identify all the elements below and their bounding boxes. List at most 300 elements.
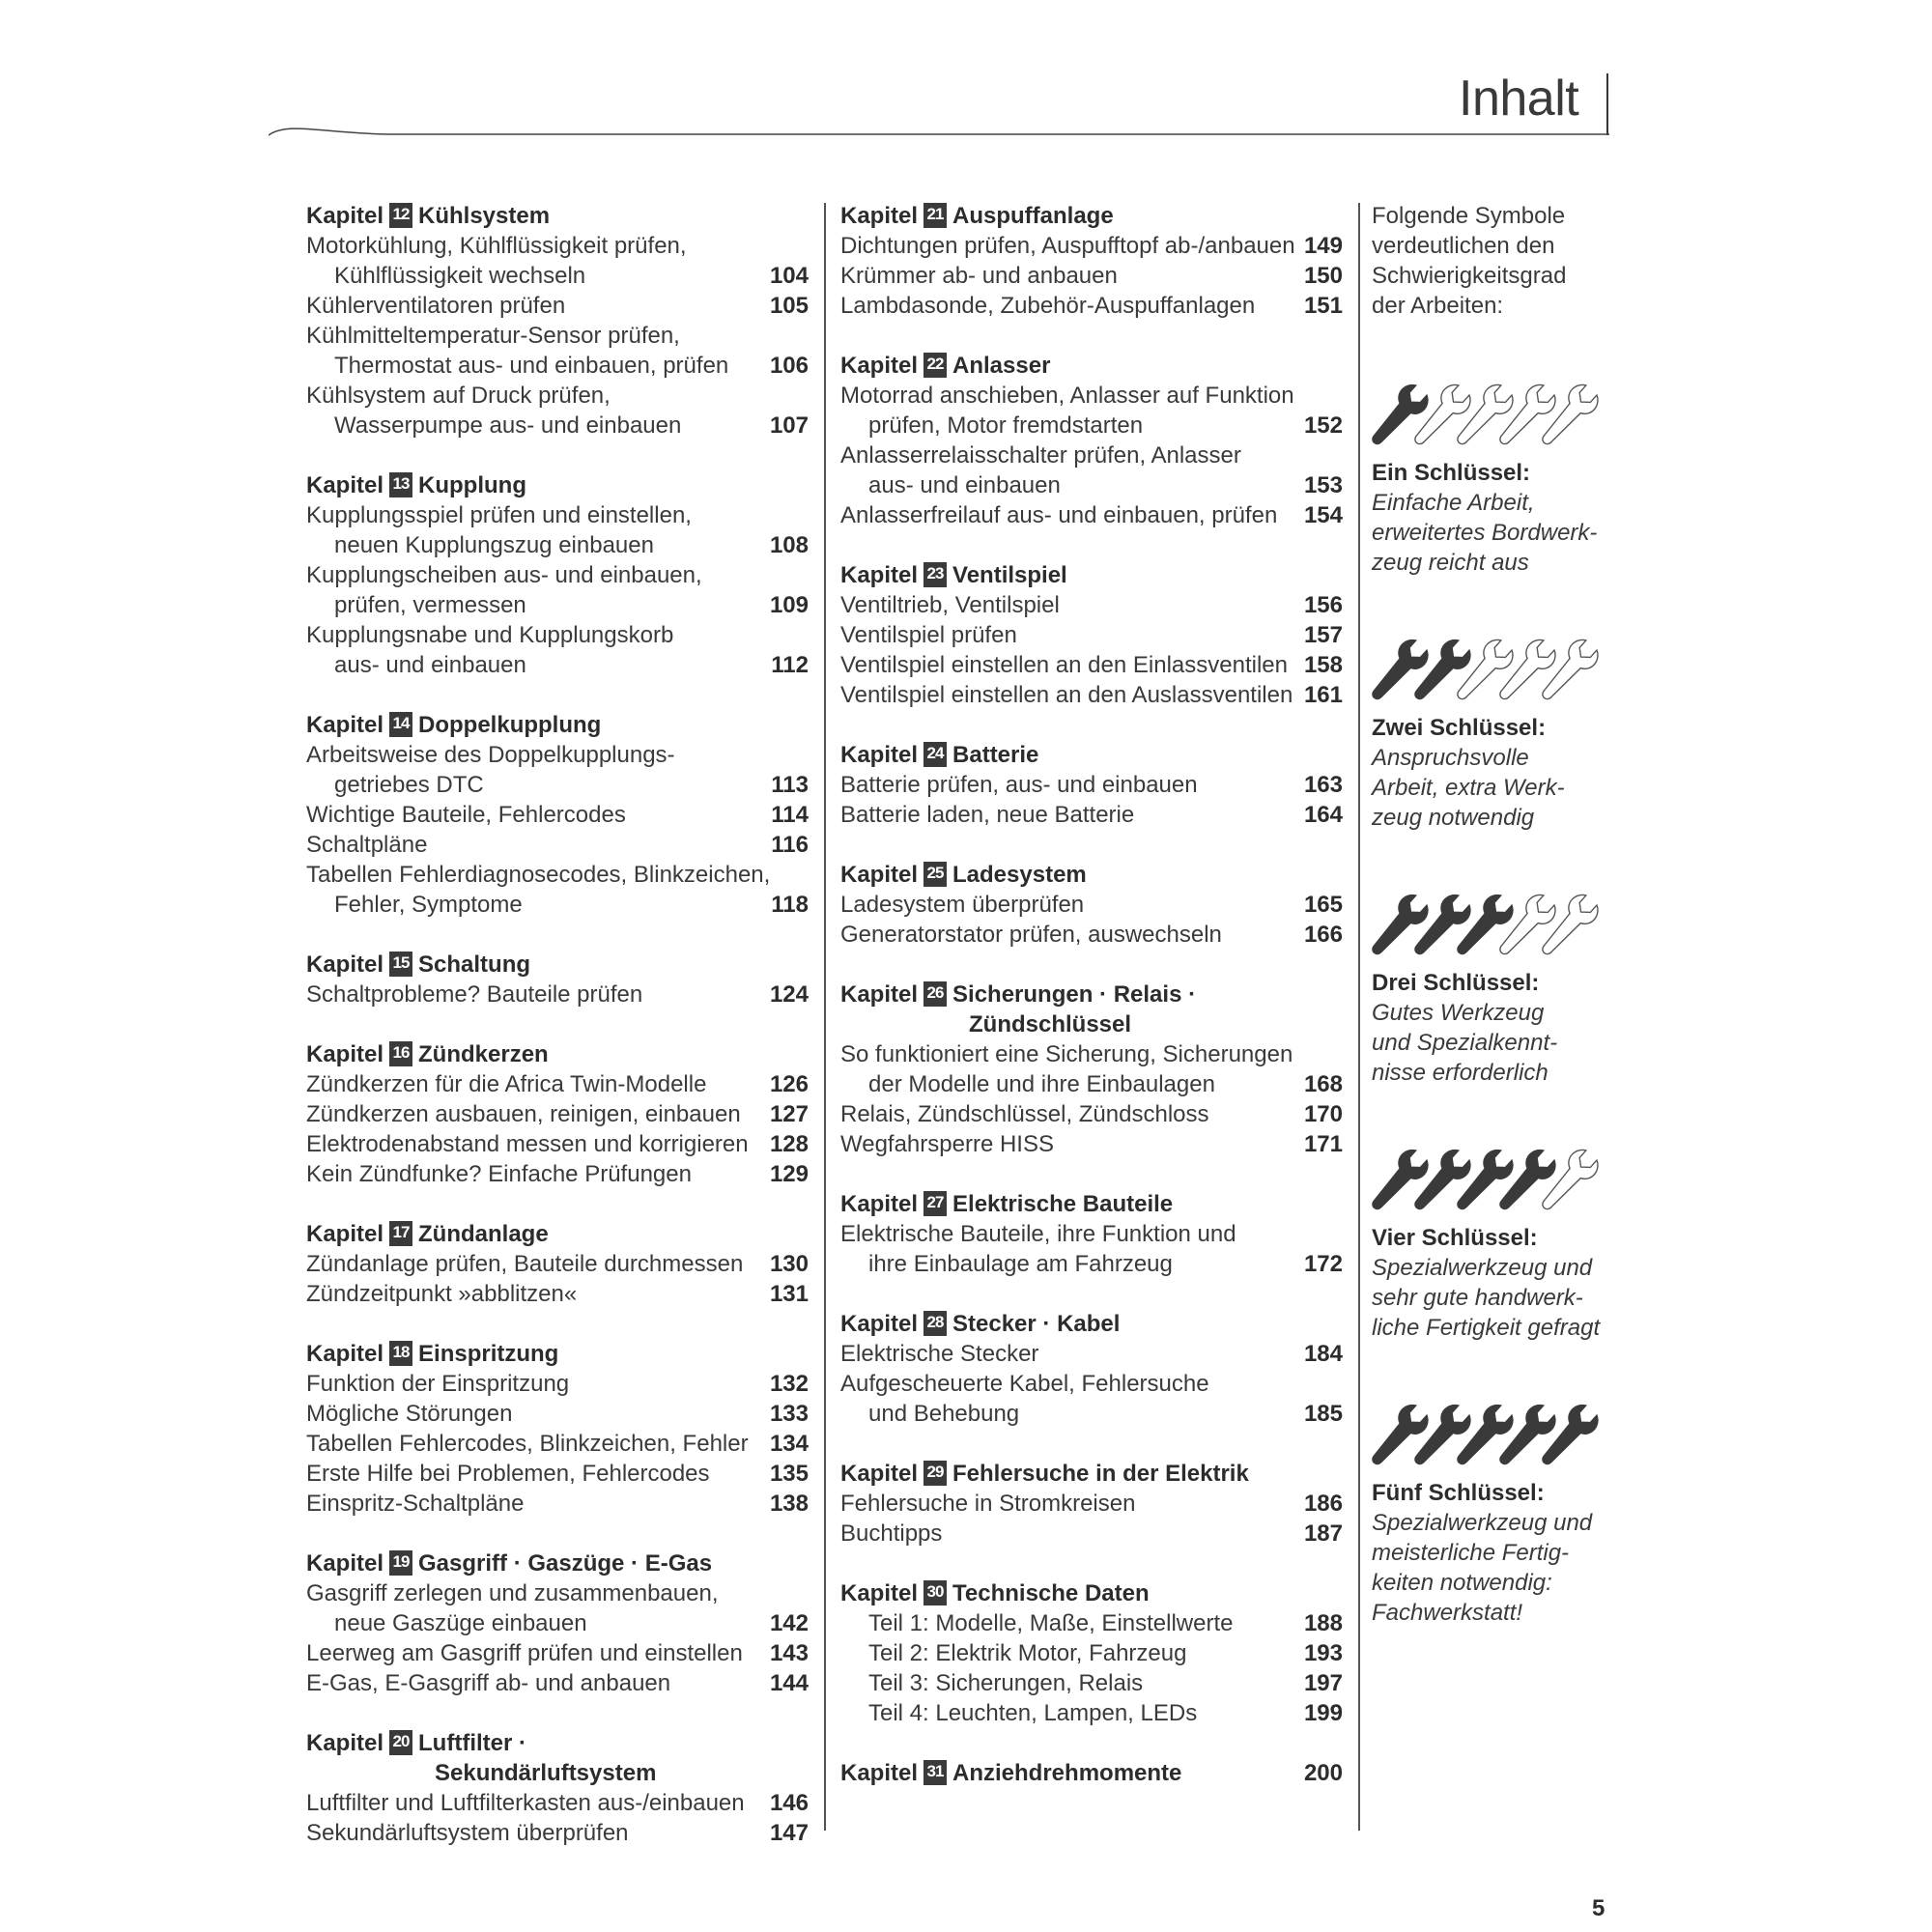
chapter-number-badge: 24 xyxy=(923,742,947,767)
toc-entry xyxy=(840,680,1343,710)
page-number-ref: 151 xyxy=(1303,293,1343,319)
difficulty-level-description: Arbeit, extra Werk- xyxy=(1372,775,1565,801)
page-number-ref: 107 xyxy=(769,412,809,439)
toc-entry xyxy=(840,291,1343,321)
toc-entry xyxy=(306,860,809,920)
toc-entry xyxy=(306,321,809,381)
difficulty-level-description: nisse erforderlich xyxy=(1372,1060,1548,1086)
entry-text-line: Anlasserfreilauf aus- und einbauen, prüfen xyxy=(840,502,1278,528)
entry-text-line: Kupplungscheiben aus- und einbauen, xyxy=(306,562,702,588)
entry-text-line: Motorrad anschieben, Anlasser auf Funktion xyxy=(840,383,1294,409)
chapter-label: Kapitel xyxy=(840,353,919,379)
legend-intro-line: der Arbeiten: xyxy=(1372,293,1504,319)
chapter-heading xyxy=(306,950,809,980)
entry-text-line: Kupplungsnabe und Kupplungskorb xyxy=(306,622,674,648)
wrench-outline-icon xyxy=(1533,891,1603,963)
toc-entry xyxy=(306,620,809,680)
entry-text-line: Leerweg am Gasgriff prüfen und einstellen xyxy=(306,1640,743,1666)
page-number-ref: 129 xyxy=(769,1161,809,1187)
toc-entry xyxy=(306,1069,809,1099)
entry-text-line: Krümmer ab- und anbauen xyxy=(840,263,1118,289)
entry-text-line: Tabellen Fehlerdiagnosecodes, Blinkzeichen, xyxy=(306,862,771,888)
toc-entry xyxy=(306,1369,809,1399)
chapter-title: Auspuffanlage xyxy=(952,203,1114,229)
page-number-ref: 104 xyxy=(769,263,809,289)
toc-entry xyxy=(306,1159,809,1189)
difficulty-level-description: Fachwerkstatt! xyxy=(1372,1600,1523,1626)
page-number-ref: 188 xyxy=(1303,1610,1343,1636)
chapter-number-badge: 22 xyxy=(923,353,947,378)
chapter-label: Kapitel xyxy=(840,1311,919,1337)
entry-text-line: und Behebung xyxy=(868,1401,1020,1427)
page-number-ref: 165 xyxy=(1303,892,1343,918)
entry-text-line: Zündkerzen ausbauen, reinigen, einbauen xyxy=(306,1101,741,1127)
chapter-number-badge: 29 xyxy=(923,1461,947,1486)
chapter-section xyxy=(840,740,1343,830)
chapter-title: Fehlersuche in der Elektrik xyxy=(952,1461,1249,1487)
entry-text-line: Kühlmitteltemperatur-Sensor prüfen, xyxy=(306,323,680,349)
entry-text-line: Kühlerventilatoren prüfen xyxy=(306,293,566,319)
chapter-title: Ventilspiel xyxy=(952,562,1067,588)
entry-text-line: Luftfilter und Luftfilterkasten aus-/einbauen xyxy=(306,1790,745,1816)
page-number-ref: 142 xyxy=(769,1610,809,1636)
toc-entry xyxy=(840,381,1343,440)
chapter-section xyxy=(306,201,809,440)
entry-text-line: Schaltpläne xyxy=(306,832,428,858)
wrench-filled-icon xyxy=(1533,1401,1603,1473)
legend-intro-line: Folgende Symbole xyxy=(1372,203,1566,229)
difficulty-level-title: Ein Schlüssel: xyxy=(1372,460,1531,486)
chapter-heading xyxy=(840,1578,1343,1608)
toc-entry xyxy=(306,1489,809,1519)
entry-text-line: Elektrische Bauteile, ihre Funktion und xyxy=(840,1221,1236,1247)
chapter-label: Kapitel xyxy=(306,952,384,978)
page-number-ref: 186 xyxy=(1303,1491,1343,1517)
chapter-section xyxy=(840,860,1343,950)
entry-text-line: neuen Kupplungszug einbauen xyxy=(334,532,654,558)
wrench-rating-icon xyxy=(1372,632,1604,713)
chapter-heading-row xyxy=(306,470,809,500)
difficulty-level-description: zeug notwendig xyxy=(1372,805,1535,831)
entry-text-line: Kühlflüssigkeit wechseln xyxy=(334,263,586,289)
entry-text-line: Arbeitsweise des Doppelkupplungs- xyxy=(306,742,675,768)
chapter-heading-row xyxy=(840,1459,1343,1489)
page-number-ref: 130 xyxy=(769,1251,809,1277)
difficulty-level xyxy=(1372,1397,1623,1628)
chapter-section xyxy=(306,950,809,1009)
page-number-ref: 134 xyxy=(769,1431,809,1457)
chapter-title: Zündanlage xyxy=(418,1221,549,1247)
page-number-ref: 156 xyxy=(1303,592,1343,618)
chapter-label: Kapitel xyxy=(840,742,919,768)
chapter-heading xyxy=(306,1339,809,1369)
entry-text-line: Zündzeitpunkt »abblitzen« xyxy=(306,1281,578,1307)
chapter-section xyxy=(306,1039,809,1189)
wrench-rating-icon xyxy=(1372,377,1604,458)
page-number-ref: 199 xyxy=(1303,1700,1343,1726)
chapter-number-badge: 15 xyxy=(389,952,412,977)
chapter-section xyxy=(306,1728,809,1848)
entry-text-line: E-Gas, E-Gasgriff ab- und anbauen xyxy=(306,1670,671,1696)
chapter-number-badge: 31 xyxy=(923,1760,947,1785)
entry-text-line: Wegfahrsperre HISS xyxy=(840,1131,1054,1157)
entry-text-line: getriebes DTC xyxy=(334,772,484,798)
entry-text-line: prüfen, Motor fremdstarten xyxy=(868,412,1144,439)
entry-text-line: Wasserpumpe aus- und einbauen xyxy=(334,412,682,439)
difficulty-level-description: Spezialwerkzeug und xyxy=(1372,1255,1593,1281)
entry-text-line: Tabellen Fehlercodes, Blinkzeichen, Fehler xyxy=(306,1431,749,1457)
entry-text-line: Zündkerzen für die Africa Twin-Modelle xyxy=(306,1071,707,1097)
entry-text-line: Ladesystem überprüfen xyxy=(840,892,1085,918)
difficulty-level-description: Gutes Werkzeug xyxy=(1372,1000,1545,1026)
entry-text-line: aus- und einbauen xyxy=(868,472,1061,498)
difficulty-level xyxy=(1372,1142,1623,1343)
toc-entry xyxy=(306,1429,809,1459)
page-number-ref: 105 xyxy=(769,293,809,319)
chapter-heading xyxy=(840,860,1343,890)
chapter-number-badge: 25 xyxy=(923,862,947,887)
page-number-ref: 126 xyxy=(769,1071,809,1097)
entry-text-line: Generatorstator prüfen, auswechseln xyxy=(840,922,1222,948)
toc-entry xyxy=(306,740,809,800)
page-number-ref: 133 xyxy=(769,1401,809,1427)
toc-entry xyxy=(840,440,1343,500)
toc-entry xyxy=(840,1698,1343,1728)
entry-text-line: Wichtige Bauteile, Fehlercodes xyxy=(306,802,626,828)
entry-text-line: Fehlersuche in Stromkreisen xyxy=(840,1491,1136,1517)
entry-text-line: Gasgriff zerlegen und zusammenbauen, xyxy=(306,1580,719,1606)
chapter-heading xyxy=(306,1548,809,1578)
header-rule xyxy=(269,115,1609,136)
toc-entry xyxy=(840,500,1343,530)
chapter-section xyxy=(306,1339,809,1519)
chapter-heading xyxy=(840,1309,1343,1339)
page-number-ref: 118 xyxy=(771,892,809,918)
toc-entry xyxy=(306,1249,809,1279)
chapter-section xyxy=(840,1189,1343,1279)
chapter-label: Kapitel xyxy=(840,1580,919,1606)
page-number-ref: 147 xyxy=(769,1820,809,1846)
wrench-rating-icon xyxy=(1372,1142,1604,1223)
entry-text-line: Schaltprobleme? Bauteile prüfen xyxy=(306,981,643,1008)
chapter-heading-row xyxy=(840,201,1343,231)
entry-text-line: Teil 1: Modelle, Maße, Einstellwerte xyxy=(868,1610,1234,1636)
page-number-ref: 163 xyxy=(1303,772,1343,798)
chapter-heading xyxy=(306,1039,809,1069)
toc-entry xyxy=(840,1519,1343,1548)
difficulty-level-description: zeug reicht aus xyxy=(1372,550,1529,576)
page-number-ref: 152 xyxy=(1303,412,1343,439)
difficulty-level xyxy=(1372,887,1623,1088)
entry-text-line: Motorkühlung, Kühlflüssigkeit prüfen, xyxy=(306,233,687,259)
chapter-number-badge: 21 xyxy=(923,203,947,228)
chapter-title: Kupplung xyxy=(418,472,526,498)
chapter-title: Kühlsystem xyxy=(418,203,551,229)
entry-text-line: Ventilspiel einstellen an den Einlassventilen xyxy=(840,652,1288,678)
chapter-title: Luftfilter · xyxy=(418,1730,526,1756)
page-title: Inhalt xyxy=(1459,71,1579,127)
page-number-ref: 144 xyxy=(769,1670,809,1696)
entry-text-line: So funktioniert eine Sicherung, Sicherungen xyxy=(840,1041,1293,1067)
entry-text-line: Sekundärluftsystem überprüfen xyxy=(306,1820,629,1846)
chapter-heading-row xyxy=(840,860,1343,890)
toc-entry xyxy=(840,1339,1343,1369)
difficulty-level-description: und Spezialkennt- xyxy=(1372,1030,1558,1056)
chapter-heading-row xyxy=(840,1189,1343,1219)
page-number-ref: 164 xyxy=(1303,802,1343,828)
toc-column-2 xyxy=(840,201,1343,1818)
chapter-label: Kapitel xyxy=(306,1550,384,1577)
difficulty-level xyxy=(1372,377,1623,578)
chapter-section xyxy=(306,1548,809,1698)
chapter-heading xyxy=(840,740,1343,770)
page-number-ref: 193 xyxy=(1303,1640,1343,1666)
page-number-ref: 131 xyxy=(769,1281,809,1307)
column-divider xyxy=(824,203,826,1831)
chapter-heading-row xyxy=(306,201,809,231)
page-number-ref: 184 xyxy=(1303,1341,1343,1367)
chapter-section xyxy=(840,980,1343,1159)
chapter-heading-row xyxy=(840,1758,1343,1788)
chapter-label: Kapitel xyxy=(840,862,919,888)
toc-entry xyxy=(840,800,1343,830)
entry-text-line: Ventiltrieb, Ventilspiel xyxy=(840,592,1060,618)
chapter-title: Ladesystem xyxy=(952,862,1087,888)
entry-text-line: Einspritz-Schaltpläne xyxy=(306,1491,525,1517)
chapter-heading-row xyxy=(306,1728,809,1788)
chapter-label: Kapitel xyxy=(840,1461,919,1487)
chapter-heading xyxy=(840,1009,1343,1039)
chapter-heading xyxy=(840,1758,1290,1788)
page-number-ref: 171 xyxy=(1303,1131,1343,1157)
page-number-ref: 127 xyxy=(769,1101,809,1127)
toc-entry xyxy=(306,560,809,620)
chapter-heading xyxy=(306,470,809,500)
chapter-heading xyxy=(306,1728,809,1758)
entry-text-line: Batterie laden, neue Batterie xyxy=(840,802,1135,828)
wrench-rating-icon xyxy=(1372,887,1604,968)
chapter-title: Sicherungen · Relais · xyxy=(952,981,1197,1008)
entry-text-line: Buchtipps xyxy=(840,1520,943,1547)
page-number-ref: 158 xyxy=(1303,652,1343,678)
page-number-ref: 154 xyxy=(1303,502,1343,528)
chapter-heading xyxy=(840,1189,1343,1219)
toc-entry xyxy=(840,261,1343,291)
entry-text-line: Batterie prüfen, aus- und einbauen xyxy=(840,772,1198,798)
difficulty-legend xyxy=(1372,201,1623,1628)
toc-entry xyxy=(306,1668,809,1698)
toc-entry xyxy=(840,1369,1343,1429)
page-number-ref: 108 xyxy=(769,532,809,558)
toc-entry xyxy=(840,650,1343,680)
chapter-title: Stecker · Kabel xyxy=(952,1311,1121,1337)
chapter-heading xyxy=(840,1459,1343,1489)
page-number-ref: 170 xyxy=(1303,1101,1343,1127)
entry-text-line: Fehler, Symptome xyxy=(334,892,523,918)
difficulty-level-title: Vier Schlüssel: xyxy=(1372,1225,1538,1251)
chapter-section xyxy=(840,351,1343,530)
entry-text-line: aus- und einbauen xyxy=(334,652,526,678)
chapter-title: Technische Daten xyxy=(952,1580,1150,1606)
entry-text-line: Aufgescheuerte Kabel, Fehlersuche xyxy=(840,1371,1209,1397)
chapter-heading-row xyxy=(840,980,1343,1039)
chapter-heading xyxy=(840,201,1343,231)
toc-entry xyxy=(306,800,809,830)
toc-entry xyxy=(840,231,1343,261)
toc-entry xyxy=(306,1788,809,1818)
entry-text-line: der Modelle und ihre Einbaulagen xyxy=(868,1071,1215,1097)
chapter-title: Anziehdrehmomente xyxy=(952,1760,1182,1786)
difficulty-level-description: keiten notwendig: xyxy=(1372,1570,1552,1596)
page-number-ref: 168 xyxy=(1303,1071,1343,1097)
toc-entry xyxy=(306,1279,809,1309)
page-number-ref: 124 xyxy=(769,981,809,1008)
toc-column-1 xyxy=(306,201,809,1878)
toc-entry xyxy=(840,1099,1343,1129)
page-number-ref: 200 xyxy=(1303,1760,1343,1786)
chapter-heading-row xyxy=(306,1219,809,1249)
toc-entry xyxy=(840,1489,1343,1519)
page-number-ref: 132 xyxy=(769,1371,809,1397)
entry-text-line: neue Gaszüge einbauen xyxy=(334,1610,587,1636)
chapter-heading-row xyxy=(306,710,809,740)
chapter-section xyxy=(840,1758,1343,1788)
chapter-number-badge: 26 xyxy=(923,981,947,1007)
entry-text-line: prüfen, vermessen xyxy=(334,592,526,618)
chapter-section xyxy=(306,710,809,920)
chapter-label: Kapitel xyxy=(840,203,919,229)
chapter-heading-row xyxy=(306,1039,809,1069)
chapter-heading xyxy=(306,710,809,740)
toc-entry xyxy=(306,500,809,560)
chapter-heading xyxy=(840,351,1343,381)
toc-entry xyxy=(306,291,809,321)
page-number-ref: 143 xyxy=(769,1640,809,1666)
chapter-title: Doppelkupplung xyxy=(418,712,602,738)
chapter-number-badge: 30 xyxy=(923,1580,947,1605)
difficulty-level-title: Zwei Schlüssel: xyxy=(1372,715,1547,741)
chapter-number-badge: 19 xyxy=(389,1550,412,1576)
page-number-ref: 197 xyxy=(1303,1670,1343,1696)
entry-text-line: Elektrodenabstand messen und korrigieren xyxy=(306,1131,749,1157)
chapter-heading-row xyxy=(306,1339,809,1369)
chapter-title: Elektrische Bauteile xyxy=(952,1191,1174,1217)
page-number-ref: 153 xyxy=(1303,472,1343,498)
chapter-number-badge: 28 xyxy=(923,1311,947,1336)
toc-entry xyxy=(840,1608,1343,1638)
chapter-heading xyxy=(306,1219,809,1249)
entry-text-line: Erste Hilfe bei Problemen, Fehlercodes xyxy=(306,1461,710,1487)
chapter-label: Kapitel xyxy=(306,1341,384,1367)
column-divider xyxy=(1358,203,1360,1831)
toc-entry xyxy=(306,1459,809,1489)
page-number-ref: 146 xyxy=(769,1790,809,1816)
toc-entry xyxy=(306,1399,809,1429)
chapter-label: Kapitel xyxy=(840,981,919,1008)
page-number-ref: 138 xyxy=(769,1491,809,1517)
page-number-ref: 135 xyxy=(769,1461,809,1487)
chapter-number-badge: 18 xyxy=(389,1341,412,1366)
chapter-label: Kapitel xyxy=(840,562,919,588)
toc-entry xyxy=(840,1638,1343,1668)
entry-text-line: Ventilspiel prüfen xyxy=(840,622,1017,648)
wrench-rating-icon xyxy=(1372,1397,1604,1478)
legend-intro-line: verdeutlichen den xyxy=(1372,233,1555,259)
toc-entry xyxy=(306,1818,809,1848)
page-number-ref: 149 xyxy=(1303,233,1343,259)
entry-text-line: Zündanlage prüfen, Bauteile durchmessen xyxy=(306,1251,744,1277)
page-number-ref: 187 xyxy=(1303,1520,1343,1547)
page-number-ref: 161 xyxy=(1303,682,1343,708)
toc-entry xyxy=(306,1638,809,1668)
toc-entry xyxy=(840,1668,1343,1698)
chapter-number-badge: 16 xyxy=(389,1041,412,1066)
page-number-ref: 112 xyxy=(771,652,809,678)
toc-entry xyxy=(306,381,809,440)
difficulty-level-description: Spezialwerkzeug und xyxy=(1372,1510,1593,1536)
chapter-number-badge: 14 xyxy=(389,712,412,737)
toc-entry xyxy=(306,1099,809,1129)
chapter-section xyxy=(840,201,1343,321)
chapter-heading-row xyxy=(306,950,809,980)
chapter-heading-row xyxy=(840,351,1343,381)
entry-text-line: Relais, Zündschlüssel, Zündschloss xyxy=(840,1101,1209,1127)
chapter-title: Zündschlüssel xyxy=(969,1011,1132,1037)
toc-entry xyxy=(840,620,1343,650)
toc-entry xyxy=(840,770,1343,800)
page-number-ref: 128 xyxy=(769,1131,809,1157)
page-number-ref: 113 xyxy=(771,772,809,798)
chapter-label: Kapitel xyxy=(840,1760,919,1786)
difficulty-level-description: Anspruchsvolle xyxy=(1372,745,1529,771)
chapter-label: Kapitel xyxy=(306,1730,384,1756)
toc-entry xyxy=(306,1129,809,1159)
chapter-heading xyxy=(840,980,1343,1009)
chapter-heading-row xyxy=(306,1548,809,1578)
difficulty-level-description: sehr gute handwerk- xyxy=(1372,1285,1583,1311)
difficulty-level-title: Fünf Schlüssel: xyxy=(1372,1480,1545,1506)
chapter-number-badge: 23 xyxy=(923,562,947,587)
chapter-title: Anlasser xyxy=(952,353,1051,379)
entry-text-line: Dichtungen prüfen, Auspufftopf ab-/anbauen xyxy=(840,233,1295,259)
difficulty-level xyxy=(1372,632,1623,833)
chapter-heading xyxy=(306,1758,809,1788)
entry-text-line: Kupplungsspiel prüfen und einstellen, xyxy=(306,502,692,528)
chapter-heading-row xyxy=(840,740,1343,770)
entry-text-line: Thermostat aus- und einbauen, prüfen xyxy=(334,353,729,379)
page-number: 5 xyxy=(1592,1895,1605,1921)
chapter-number-badge: 17 xyxy=(389,1221,412,1246)
chapter-title: Sekundärluftsystem xyxy=(435,1760,657,1786)
chapter-number-badge: 20 xyxy=(389,1730,412,1755)
page-number-ref: 185 xyxy=(1303,1401,1343,1427)
chapter-section xyxy=(306,1219,809,1309)
chapter-heading-row xyxy=(840,560,1343,590)
entry-text-line: Funktion der Einspritzung xyxy=(306,1371,570,1397)
page-number-ref: 166 xyxy=(1303,922,1343,948)
chapter-label: Kapitel xyxy=(306,1041,384,1067)
chapter-section xyxy=(840,1578,1343,1728)
difficulty-level-title: Drei Schlüssel: xyxy=(1372,970,1540,996)
wrench-outline-icon xyxy=(1533,636,1603,708)
difficulty-level-description: liche Fertigkeit gefragt xyxy=(1372,1315,1601,1341)
toc-entry xyxy=(306,830,809,860)
chapter-section xyxy=(840,1309,1343,1429)
toc-entry xyxy=(840,1129,1343,1159)
toc-entry xyxy=(840,590,1343,620)
chapter-label: Kapitel xyxy=(840,1191,919,1217)
entry-text-line: Anlasserrelaisschalter prüfen, Anlasser xyxy=(840,442,1241,469)
